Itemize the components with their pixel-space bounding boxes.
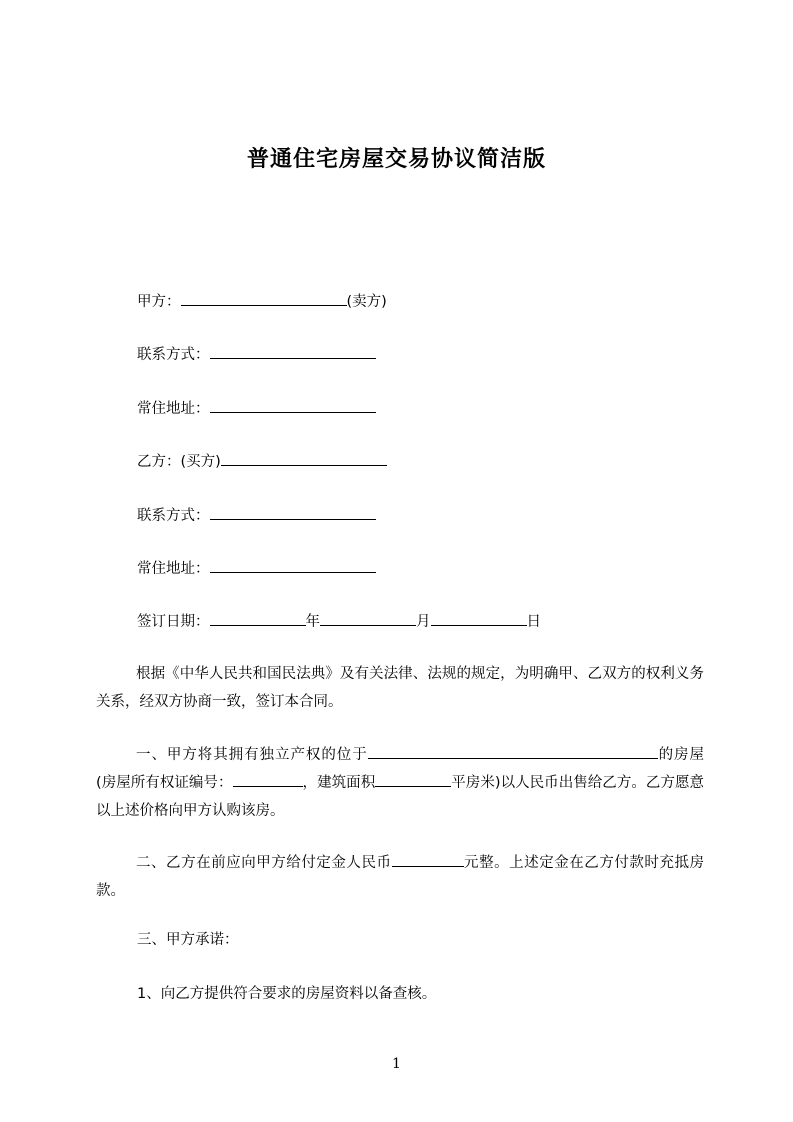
party-b-contact-label: 联系方式： [137, 508, 210, 524]
sign-date-line [137, 611, 541, 632]
party-a-line [137, 291, 387, 312]
preamble-paragraph: 根据《中华人民共和国民法典》及有关法律、法规的规定，为明确甲、乙双方的权利义务关系，经双方协商一致，签订本合同。 [96, 666, 704, 710]
sign-year-blank[interactable] [210, 611, 306, 626]
party-b-contact-blank[interactable] [210, 505, 376, 520]
document-title: 普通住宅房屋交易协议简洁版 [246, 147, 546, 172]
clause-1-paragraph [96, 741, 704, 825]
party-b-address-label: 常住地址： [137, 561, 210, 577]
clause-2-text-1: 二、乙方在前应向甲方给付定金人民币 [136, 855, 392, 871]
party-a-suffix: (卖方) [346, 294, 387, 310]
clause-1-text-4: 平房米)以人民币出售给乙方。乙方愿意以上述价格向甲方认购该房。 [96, 775, 705, 819]
party-a-address-label: 常住地址： [137, 401, 210, 417]
sign-day-label: 日 [526, 614, 541, 630]
party-a-label: 甲方： [137, 294, 181, 310]
sign-date-label: 签订日期： [137, 614, 210, 630]
party-a-address-blank[interactable] [210, 398, 376, 413]
party-a-address-line [137, 398, 376, 419]
clause-3-item-1: 1、向乙方提供符合要求的房屋资料以备查核。 [137, 986, 437, 1002]
party-b-contact-line [137, 505, 376, 526]
clause-1-text-2: 的房屋(房屋所有权证编号： [96, 747, 705, 791]
certificate-number-blank[interactable] [233, 772, 303, 787]
party-b-address-line [137, 558, 376, 579]
clause-1-text-3: ，建筑面积 [302, 775, 376, 791]
floor-area-blank[interactable] [375, 772, 451, 787]
deposit-amount-blank[interactable] [392, 852, 464, 867]
party-a-blank[interactable] [181, 291, 347, 306]
party-a-contact-blank[interactable] [210, 344, 376, 359]
clause-2-paragraph [96, 849, 704, 905]
party-b-address-blank[interactable] [210, 558, 376, 573]
party-a-contact-line [137, 344, 376, 365]
page-number: 1 [392, 1056, 401, 1072]
party-a-contact-label: 联系方式： [137, 347, 210, 363]
sign-day-blank[interactable] [431, 611, 527, 626]
party-b-blank[interactable] [221, 451, 387, 466]
party-b-label: 乙方：(买方) [137, 454, 221, 470]
clause-2-text-2: 元整。上述定金在乙方付款时充抵房款。 [96, 855, 704, 899]
clause-1-text-1: 一、甲方将其拥有独立产权的位于 [136, 747, 368, 763]
sign-month-label: 月 [416, 614, 431, 630]
sign-month-blank[interactable] [320, 611, 416, 626]
party-b-line [137, 451, 387, 472]
property-location-blank[interactable] [368, 744, 658, 759]
clause-3-heading: 三、甲方承诺： [137, 932, 239, 948]
sign-year-label: 年 [305, 614, 320, 630]
